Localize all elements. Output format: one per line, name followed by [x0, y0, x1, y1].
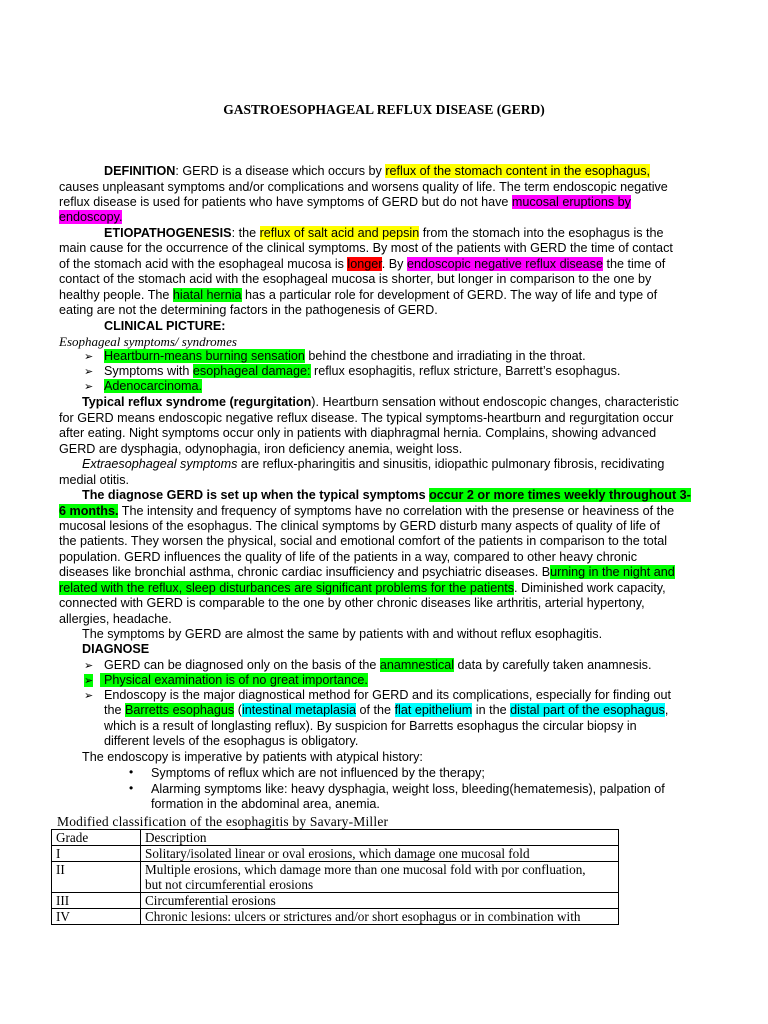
typical-line-4: GERD are dysphagia, odynophagia, iron deficiency anemia, weight loss. — [59, 442, 463, 456]
typical-line-2: for GERD means endoscopic negative reflux disease. The typical symptoms-heartburn and regurgitation occur — [59, 411, 674, 425]
arrow-bullet-icon: ➢ — [84, 381, 94, 393]
etio-line-1 — [104, 226, 664, 241]
text: . By — [381, 257, 407, 271]
diagnose-bullet-3-line-4: different levels of the esophagus is obligatory. — [104, 734, 359, 748]
atypical-item-2-line-2: formation in the abdominal area, anemia. — [151, 797, 380, 811]
text: has a particular role for development of GERD. The way of life and type of — [241, 288, 658, 302]
grade-cell: I — [52, 846, 141, 862]
definition-line-3 — [59, 195, 631, 210]
grade-cell: III — [52, 893, 141, 909]
etio-heading: ETIOPATHOGENESIS — [104, 226, 232, 240]
imperative-line: The endoscopy is imperative by patients with atypical history: — [82, 750, 423, 764]
arrow-bullet-icon: ➢ — [84, 690, 94, 702]
description-cell: Circumferential erosions — [141, 893, 619, 909]
diagnose-para-line-2 — [59, 504, 674, 519]
text: ). Heartburn sensation without endoscopic changes, characteristic — [311, 395, 679, 409]
highlight: Barretts esophagus — [125, 703, 235, 717]
extraesophageal-line-1 — [82, 457, 664, 472]
header-cell: Description — [141, 830, 619, 846]
etio-line-4: contact of the stomach acid with the esophageal mucosa is shorter, but longer in comparison to the one by — [59, 272, 652, 286]
diagnose-heading: DIAGNOSE — [82, 642, 150, 656]
text: diseases like bronchial asthma, chronic cardiac insufficiency and psychiatric diseases. B — [59, 565, 551, 579]
grade-cell: II — [52, 862, 141, 893]
etio-line-3 — [59, 257, 665, 272]
dot-bullet-icon: • — [129, 781, 134, 795]
highlight: reflux of salt acid and pepsin — [259, 226, 420, 240]
text: : the — [231, 226, 260, 240]
text: in the — [472, 703, 511, 717]
diagnose-para-line-1 — [82, 488, 691, 503]
table-header-row — [52, 830, 619, 846]
dot-bullet-icon: • — [129, 765, 134, 779]
highlight: mucosal eruptions by — [511, 195, 631, 209]
extraesophageal-term: Extraesophageal symptoms — [82, 457, 238, 471]
highlight: endoscopy. — [59, 210, 123, 224]
diagnose-bullet-1 — [104, 658, 651, 673]
diagnose-para-line-9: allergies, headache. — [59, 612, 172, 626]
etio-line-5 — [59, 288, 657, 303]
diagnose-para-line-10: The symptoms by GERD are almost the same by patients with and without reflux esophagitis. — [82, 627, 603, 641]
diagnose-para-line-4: the patients. They worsen the physical, social and emotional comfort of the patients in comparison to the total — [59, 534, 668, 548]
etio-line-2: main cause for the occurrence of the clinical symptoms. By most of the patients with GERD the time of contact — [59, 241, 673, 255]
text: reflux esophagitis, reflux stricture, Barrett’s esophagus. — [310, 364, 621, 378]
diagnose-para-line-3: mucosal lesions of the esophagus. The clinical symptoms by GERD disturb many aspects of quality of life of — [59, 519, 661, 533]
savary-miller-table — [51, 829, 619, 925]
clinical-subheading: Esophageal symptoms/ syndromes — [59, 334, 237, 349]
typical-line-1 — [82, 395, 679, 410]
definition-line-1 — [104, 164, 650, 179]
text: . Diminished work capacity, — [514, 581, 666, 595]
text: data by carefully taken anamnesis. — [454, 658, 652, 672]
diagnose-para-line-7 — [59, 581, 666, 596]
description-line: Multiple erosions, which damage more than one mucosal fold with por confluation, — [145, 862, 586, 877]
highlight: Heartburn-means burning sensation — [104, 349, 305, 363]
text: behind the chestbone and irradiating in the throat. — [304, 349, 586, 363]
highlight: longer — [347, 257, 382, 271]
arrow-bullet-icon: ➢ — [84, 366, 94, 378]
text: the time of — [602, 257, 666, 271]
highlight: distal part of the esophagus — [510, 703, 665, 717]
diagnose-bullet-2 — [100, 673, 368, 688]
text: : GERD is a disease which occurs by — [175, 164, 386, 178]
definition-line-4 — [59, 210, 122, 225]
text: healthy people. The — [59, 288, 173, 302]
bold-text: The diagnose GERD is set up when the typical symptoms — [82, 488, 430, 502]
table-caption: Modified classification of the esophagitis by Savary-Miller — [57, 814, 389, 829]
table-row — [52, 862, 619, 893]
description-cell — [141, 862, 619, 893]
text: , — [664, 703, 669, 717]
diagnose-para-line-8: connected with GERD is comparable to the one by other chronic diseases like arthritis, arterial hypertony, — [59, 596, 645, 610]
arrow-bullet-icon: ➢ — [84, 675, 94, 687]
definition-line-2: causes unpleasant symptoms and/or complications and worsens quality of life. The term endoscopic negative — [59, 180, 668, 194]
highlight: hiatal hernia — [172, 288, 242, 302]
table-row — [52, 909, 619, 925]
clinical-heading: CLINICAL PICTURE: — [104, 319, 226, 333]
diagnose-bullet-3-line-2 — [104, 703, 668, 718]
highlight: flat epithelium — [394, 703, 473, 717]
diagnose-para-line-6 — [59, 565, 675, 580]
description-cell: Solitary/isolated linear or oval erosions, which damage one mucosal fold — [141, 846, 619, 862]
description-line: but not circumferential erosions — [145, 877, 314, 892]
text: of the stomach acid with the esophageal mucosa is — [59, 257, 348, 271]
highlight: 6 months. — [59, 504, 119, 518]
typical-heading: Typical reflux syndrome (regurgitation — [82, 395, 312, 409]
diagnose-para-line-5: population. GERD influences the quality of life of the patients in a way, compared to other heavy chronic — [59, 550, 638, 564]
atypical-item-2: Alarming symptoms like: heavy dysphagia, weight loss, bleeding(hematemesis), palpation of — [151, 782, 665, 796]
text: ( — [234, 703, 242, 717]
highlight: urning in the night and — [550, 565, 675, 579]
highlight: Physical examination is of no great importance. — [100, 673, 368, 687]
highlight: esophageal damage: — [192, 364, 311, 378]
text: The intensity and frequency of symptoms have no correlation with the presense or heaviness of the — [118, 504, 675, 518]
text: reflux disease is used for patients who have symptoms of GERD but do not have — [59, 195, 512, 209]
highlight: intestinal metaplasia — [241, 703, 357, 717]
text: the — [104, 703, 126, 717]
highlight: endoscopic negative reflux disease — [406, 257, 603, 271]
text: of the — [356, 703, 395, 717]
text: GERD can be diagnosed only on the basis of the — [104, 658, 380, 672]
table-row — [52, 846, 619, 862]
page-title: GASTROESOPHAGEAL REFLUX DISEASE (GERD) — [223, 102, 545, 117]
highlight: occur 2 or more times weekly throughout 3- — [429, 488, 691, 502]
etio-line-6: eating are not the determining factors in the pathogenesis of GERD. — [59, 303, 438, 317]
arrow-bullet-icon: ➢ — [84, 351, 94, 363]
typical-line-3: after eating. Night symptoms occur only in patients with diaphragmal hernia. Complains, showing advanced — [59, 426, 657, 440]
header-cell: Grade — [52, 830, 141, 846]
definition-heading: DEFINITION — [104, 164, 176, 178]
clinical-bullet-3 — [104, 379, 202, 394]
text: from the stomach into the esophagus is the — [419, 226, 664, 240]
clinical-bullet-1 — [104, 349, 586, 364]
text: are reflux-pharingitis and sinusitis, idiopathic pulmonary fibrosis, recidivating — [237, 457, 665, 471]
description-cell: Chronic lesions: ulcers or strictures and/or short esophagus or in combination with — [141, 909, 619, 925]
highlight: Adenocarcinoma. — [104, 379, 203, 393]
text: Symptoms with — [104, 364, 193, 378]
diagnose-bullet-3-line-3: which is a result of longlasting reflux). By suspicion for Barretts esophagus the circular biopsy in — [104, 719, 637, 733]
extraesophageal-line-2: medial otitis. — [59, 473, 129, 487]
arrow-bullet-icon: ➢ — [84, 660, 94, 672]
table-row — [52, 893, 619, 909]
highlight: reflux of the stomach content in the esophagus, — [385, 164, 650, 178]
clinical-bullet-2 — [104, 364, 620, 379]
highlight: related with the reflux, sleep disturbances are significant problems for the patients — [59, 581, 515, 595]
diagnose-bullet-3-line-1: Endoscopy is the major diagnostical method for GERD and its complications, especially for finding out — [104, 688, 672, 702]
grade-cell: IV — [52, 909, 141, 925]
highlight: anamnestical — [379, 658, 455, 672]
atypical-item-1: Symptoms of reflux which are not influenced by the therapy; — [151, 766, 485, 780]
